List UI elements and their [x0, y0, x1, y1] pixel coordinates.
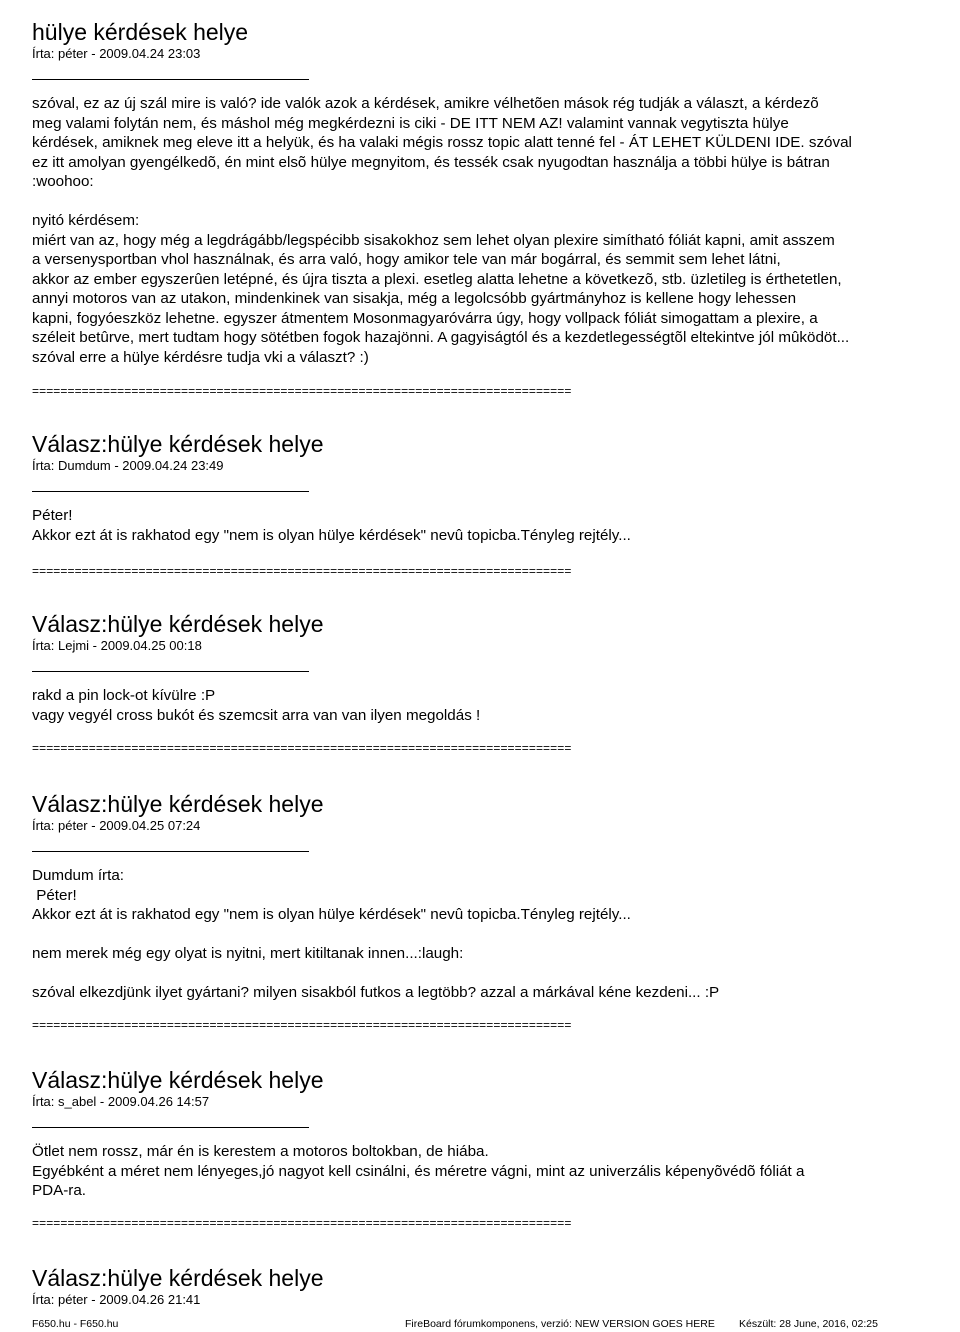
post-meta: Írta: s_abel - 2009.04.26 14:57 — [32, 1094, 210, 1109]
post — [32, 1067, 932, 1201]
post-divider — [32, 79, 309, 80]
post-title: Válasz:hülye kérdések helye — [32, 1265, 324, 1291]
post-body: Ötlet nem rossz, már én is kerestem a motoros boltokban, de hiába. Egyébként a méret nem lényeges,jó nagyot kell csinálni, és méretre vágni, mint az univerzális képenyõvédõ fóliát a PDA-ra. — [32, 1143, 805, 1199]
post — [32, 611, 932, 725]
post-divider — [32, 491, 309, 492]
post-separator: ============================================================================ — [32, 384, 572, 398]
post-divider — [32, 1127, 309, 1128]
post-separator: ============================================================================ — [32, 564, 572, 578]
post — [32, 1265, 932, 1307]
post-body: Péter! Akkor ezt át is rakhatod egy "nem is olyan hülye kérdések" nevû topicba.Tényleg rejtély... — [32, 507, 631, 544]
post-body: szóval, ez az új szál mire is való? ide valók azok a kérdések, amikre vélhetõen mások rég tudják a választ, a kérdezõ meg valami folytán nem, és máshol még megkérdezni is ciki - DE ITT NEM AZ! valamint vannak vegytiszta hülye kérdések, amiknek meg eleve itt a helyük, és ha valaki mégis rossz topic alatt tenné fel - ÁT LEHET KÜLDENI IDE. szóval ez itt amolyan gyengélkedõ, én mint elsõ hülye megnyitom, és tessék csak nyugodtan használja a többi hülye is bátran :woohoo: nyitó kérdésem: miért van az, hogy még a legdrágább/legspécibb sisakokhoz sem lehet olyan plexire simítható fóliát kapni, amit asszem a versenysportban vhol használnak, és arra való, hogy amikor tele van már bogárral, és semmit sem lehet látni, akkor az ember egyszerûen letépné, és újra tiszta a plexi. esetleg alatta lehetne a következõ, stb. üzletileg is érthetetlen, annyi motoros van az utakon, mindenkinek van sisakja, még a legolcsóbb gyártmányhoz is kellene hogy lehessen kapni, fogyóeszköz lehetne. egyszer átmentem Mosonmagyaróvárra úgy, hogy vollpack fóliát simogattam a plexire, a széleit betûrve, mert tudtam hogy sötétben fogok hazajönni. A gagyiságtól és a kezdetlegességtõl eltekintve jól mûködöt... szóval erre a hülye kérdésre tudja vki a választ? :) — [32, 95, 852, 366]
post-title: Válasz:hülye kérdések helye — [32, 1067, 324, 1093]
post-separator: ============================================================================ — [32, 741, 572, 755]
post-body: Dumdum írta: Péter! Akkor ezt át is rakhatod egy "nem is olyan hülye kérdések" nevû topicba.Tényleg rejtély... nem merek még egy olyat is nyitni, mert kitiltanak innen...:laugh: szóval elkezdjünk ilyet gyártani? milyen sisakból futkos a legtöbb? azzal a márkával kéne kezdeni... :P — [32, 867, 720, 1001]
page-footer — [32, 1317, 960, 1331]
post — [32, 19, 932, 367]
footer-generator: FireBoard fórumkomponens, verzió: NEW VERSION GOES HERE — [405, 1318, 715, 1330]
post-divider — [32, 671, 309, 672]
footer-build-date: Készült: 28 June, 2016, 02:25 — [739, 1318, 878, 1330]
post-separator: ============================================================================ — [32, 1018, 572, 1032]
post-title: hülye kérdések helye — [32, 19, 249, 45]
post-divider — [32, 851, 309, 852]
post-title: Válasz:hülye kérdések helye — [32, 791, 324, 817]
footer-site: F650.hu - F650.hu — [32, 1318, 119, 1330]
post-title: Válasz:hülye kérdések helye — [32, 611, 324, 637]
post — [32, 431, 932, 545]
post-meta: Írta: Lejmi - 2009.04.25 00:18 — [32, 638, 202, 653]
post-meta: Írta: péter - 2009.04.25 07:24 — [32, 818, 201, 833]
post-title: Válasz:hülye kérdések helye — [32, 431, 324, 457]
post-meta: Írta: Dumdum - 2009.04.24 23:49 — [32, 458, 224, 473]
post-meta: Írta: péter - 2009.04.26 21:41 — [32, 1292, 201, 1307]
post — [32, 791, 932, 1003]
post-meta: Írta: péter - 2009.04.24 23:03 — [32, 46, 201, 61]
post-separator: ============================================================================ — [32, 1216, 572, 1230]
post-body: rakd a pin lock-ot kívülre :P vagy vegyél cross bukót és szemcsit arra van van ilyen megoldás ! — [32, 687, 481, 724]
